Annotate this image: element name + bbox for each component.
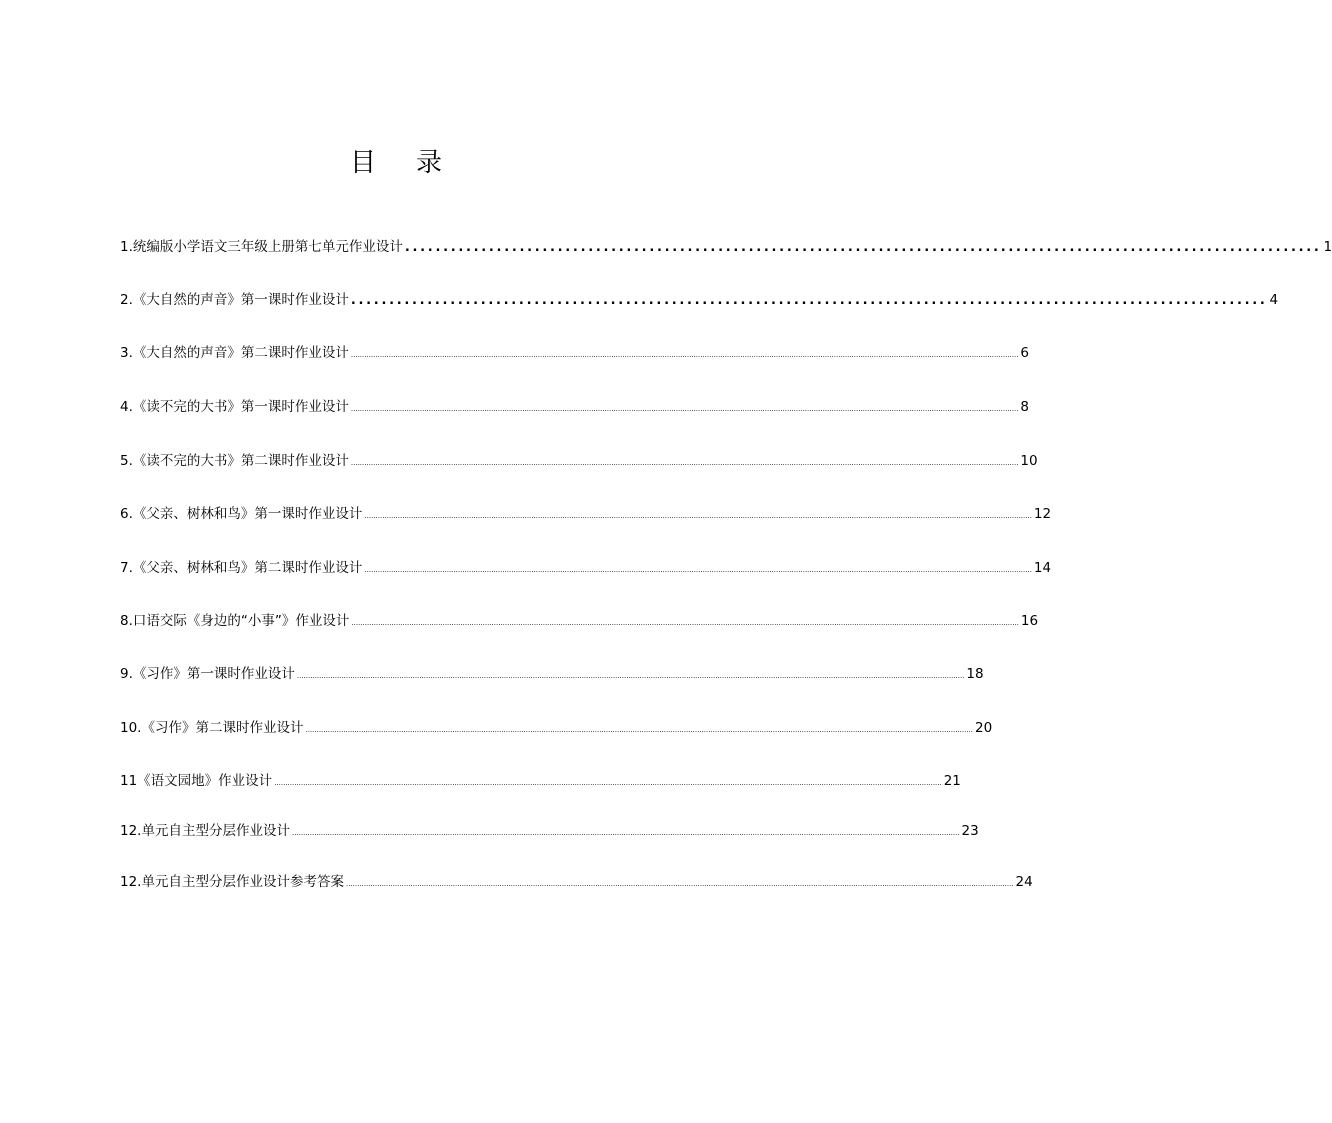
toc-entry-label: 6.《父亲、树林和鸟》第一课时作业设计 (120, 506, 363, 522)
toc-entry-label: 4.《读不完的大书》第一课时作业设计 (120, 399, 349, 415)
toc-entry[interactable] (120, 290, 1279, 311)
toc-dot-leader: ............................................................................................................................................................................................................................................................................................................ (350, 405, 1019, 413)
toc-entry-label: 1.统编版小学语文三年级上册第七单元作业设计 (120, 239, 403, 255)
toc-entry-label: 5.《读不完的大书》第二课时作业设计 (120, 453, 349, 469)
toc-title-char-2: 录 (416, 148, 445, 178)
toc-entry[interactable] (120, 504, 1052, 526)
toc-entry-page: 8 (1020, 399, 1030, 415)
toc-dot-leader: ............................................................................................................................................................................................................................................................................................................ (351, 619, 1019, 627)
toc-entry-label: 3.《大自然的声音》第二课时作业设计 (120, 345, 349, 361)
toc-entry[interactable] (120, 397, 1030, 419)
toc-entry-page: 14 (1033, 560, 1052, 576)
toc-entry[interactable] (120, 343, 1030, 365)
toc-entry-label: 9.《习作》第一课时作业设计 (120, 666, 295, 682)
toc-dot-leader: ............................................................................................................................................................................................................................................................................................................ (364, 566, 1032, 574)
toc-dot-leader: ............................................................................................................................................................................................................................................................................................................ (350, 351, 1019, 359)
toc-entry[interactable] (120, 558, 1052, 580)
toc-entry[interactable] (120, 237, 1332, 258)
toc-entry-label: 8.口语交际《身边的“小事”》作业设计 (120, 613, 350, 629)
toc-entry-page: 24 (1015, 874, 1033, 890)
toc-entry-page: 16 (1020, 613, 1039, 629)
toc-dot-leader: ............................................................................................................................................................................................................................................................................................................ (350, 459, 1019, 467)
toc-entry[interactable] (120, 611, 1039, 633)
toc-title-char-1: 目 (349, 148, 378, 178)
toc-entry[interactable] (120, 451, 1038, 473)
toc-entry[interactable] (120, 664, 984, 686)
toc-entry-page: 20 (975, 720, 993, 736)
toc-entry-page: 23 (961, 823, 979, 839)
toc-entry[interactable] (120, 771, 961, 793)
toc-title (0, 143, 794, 183)
toc-entry-label: 12.单元自主型分层作业设计 (120, 823, 290, 839)
toc-entry-label: 7.《父亲、树林和鸟》第二课时作业设计 (120, 560, 363, 576)
toc-entry-page: 18 (966, 666, 984, 682)
toc-entry-page: 10 (1020, 453, 1038, 469)
toc-dot-leader: ............................................................................................................................................................................................................................................................................................................ (305, 726, 974, 734)
toc-entry-label: 2.《大自然的声音》第一课时作业设计 (120, 292, 349, 308)
toc-entry[interactable] (120, 718, 993, 740)
toc-entry[interactable] (120, 821, 979, 843)
toc-entry-page: 4 (1269, 292, 1279, 308)
toc-entry-page: 1 (1323, 239, 1332, 255)
toc-entry[interactable] (120, 872, 1033, 894)
toc-dot-leader: ............................................................................................................................................................................................................................................................................................................ (274, 779, 942, 787)
toc-dot-leader: ........................................................................................................................ (404, 240, 1322, 255)
toc-entry-page: 21 (943, 773, 961, 789)
toc-entry-label: 10.《习作》第二课时作业设计 (120, 720, 304, 736)
toc-dot-leader: ............................................................................................................................................................................................................................................................................................................ (345, 880, 1014, 888)
toc-entry-label: 11《语文园地》作业设计 (120, 773, 273, 789)
toc-dot-leader: ............................................................................................................................................................................................................................................................................................................ (364, 512, 1032, 520)
toc-dot-leader: ........................................................................................................................ (350, 293, 1268, 308)
toc-entry-page: 12 (1033, 506, 1052, 522)
toc-entry-label: 12.单元自主型分层作业设计参考答案 (120, 874, 344, 890)
toc-dot-leader: ............................................................................................................................................................................................................................................................................................................ (291, 829, 960, 837)
toc-entry-page: 6 (1020, 345, 1030, 361)
toc-dot-leader: ............................................................................................................................................................................................................................................................................................................ (296, 672, 965, 680)
